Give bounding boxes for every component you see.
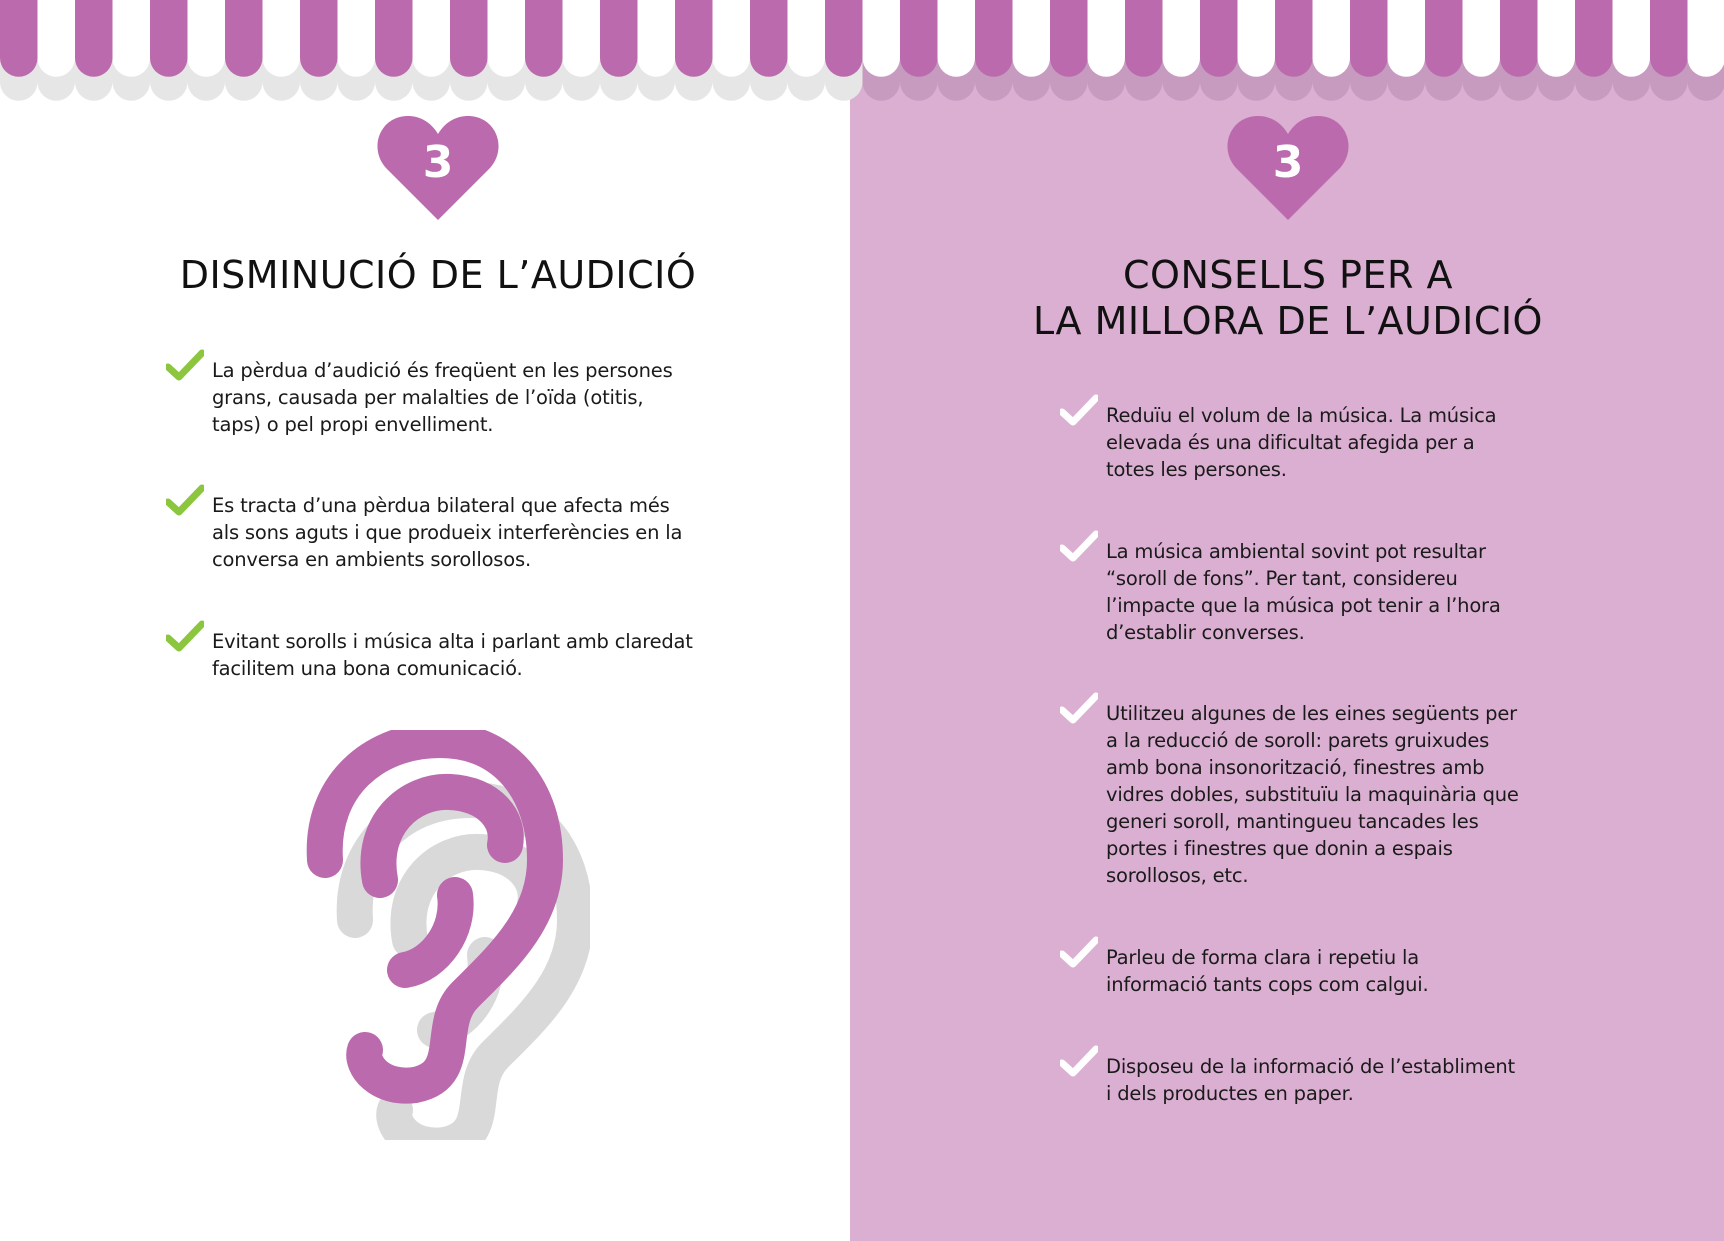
- awning-decoration: [0, 0, 1724, 110]
- title-line-2: LA MILLORA DE L’AUDICIÓ: [1033, 299, 1543, 343]
- left-number-badge: [376, 112, 500, 222]
- title-line-1: CONSELLS PER A: [1123, 253, 1453, 297]
- right-page-title: [990, 252, 1586, 344]
- check-icon: [166, 484, 204, 518]
- list-item-text: Evitant sorolls i música alta i parlant amb claredat facilitem una bona comunicació.: [212, 630, 693, 680]
- badge-number: 3: [422, 137, 454, 188]
- check-icon: [1060, 936, 1098, 970]
- check-icon: [1060, 692, 1098, 726]
- list-item: [1060, 1053, 1520, 1107]
- list-item-text: Reduïu el volum de la música. La música elevada és una dificultat afegida per a totes les persones.: [1106, 404, 1497, 481]
- check-icon: [166, 349, 204, 383]
- right-number-badge: [1226, 112, 1350, 222]
- check-icon: [1060, 394, 1098, 428]
- ear-icon: [300, 730, 590, 1140]
- list-item-text: Es tracta d’una pèrdua bilateral que afecta més als sons aguts i que produeix interferències en la conversa en ambients sorollosos.: [212, 494, 683, 571]
- list-item: [166, 492, 696, 573]
- left-page-title: DISMINUCIÓ DE L’AUDICIÓ: [179, 253, 697, 297]
- list-item: [166, 357, 696, 438]
- check-icon: [166, 620, 204, 654]
- list-item-text: Parleu de forma clara i repetiu la informació tants cops com calgui.: [1106, 946, 1429, 996]
- check-icon: [1060, 530, 1098, 564]
- list-item: [1060, 402, 1520, 483]
- list-item: [1060, 538, 1520, 646]
- list-item: [1060, 944, 1520, 998]
- list-item-text: Utilitzeu algunes de les eines següents per a la reducció de soroll: parets gruixudes amb bona insonorització, finestres amb vidres dobles, substituïu la maquinària que generi soroll, mantingueu tancades les portes i finestres que donin a espais sorollosos, etc.: [1106, 702, 1519, 887]
- check-icon: [1060, 1045, 1098, 1079]
- list-item-text: La pèrdua d’audició és freqüent en les persones grans, causada per malalties de l’oïda (otitis, taps) o pel propi envelliment.: [212, 359, 673, 436]
- list-item-text: Disposeu de la informació de l’establiment i dels productes en paper.: [1106, 1055, 1515, 1105]
- list-item: [166, 628, 696, 682]
- badge-number: 3: [1272, 137, 1304, 188]
- list-item-text: La música ambiental sovint pot resultar “soroll de fons”. Per tant, considereu l’impacte que la música pot tenir a l’hora d’establir converses.: [1106, 540, 1501, 644]
- list-item: [1060, 700, 1520, 889]
